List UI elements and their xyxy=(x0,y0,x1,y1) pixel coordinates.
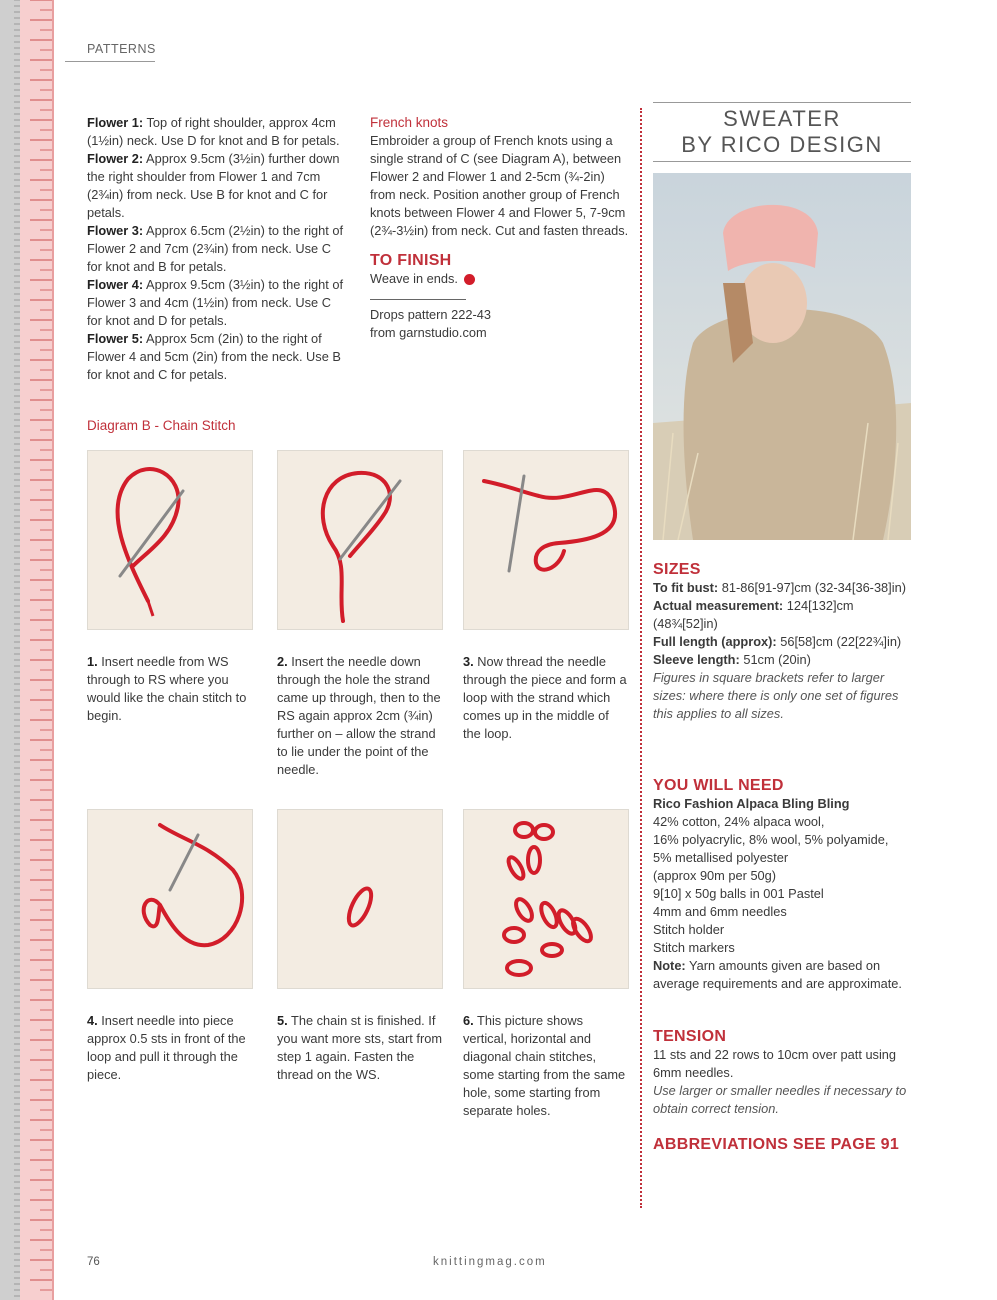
step-4-photo xyxy=(87,809,253,989)
tension-note: Use larger or smaller needles if necessary to obtain correct tension. xyxy=(653,1083,907,1116)
model-photo xyxy=(653,173,911,540)
step-2-photo xyxy=(277,450,443,630)
page-number: 76 xyxy=(87,1256,100,1268)
step-5-caption: 5. The chain st is finished. If you want more sts, start from step 1 again. Fasten the thread on the WS. xyxy=(277,1013,442,1082)
credit-line-2: from garnstudio.com xyxy=(370,325,487,340)
pattern-title: SWEATER BY RICO DESIGN xyxy=(653,102,911,162)
ruler-ticks xyxy=(0,0,52,1300)
need-line: Stitch markers xyxy=(653,940,735,955)
section-tag: PATTERNS xyxy=(87,42,156,56)
flower-2: Flower 2: Approx 9.5cm (3½in) further down the right shoulder from Flower 1 and 7cm (2¾in) from neck. Use B for knot and C for petals. xyxy=(87,151,340,220)
section-rule xyxy=(65,61,155,62)
step-1-photo xyxy=(87,450,253,630)
size-length: Full length (approx): 56[58]cm (22[22¾]in) xyxy=(653,634,902,649)
tension-heading: TENSION xyxy=(653,1028,727,1045)
flower-4: Flower 4: Approx 9.5cm (3½in) to the right of Flower 3 and 4cm (1½in) from neck. Use C for knot and D for petals. xyxy=(87,277,344,328)
sizes-heading: SIZES xyxy=(653,561,701,578)
end-mark-icon xyxy=(464,274,475,285)
size-actual: Actual measurement: 124[132]cm (48¾[52]in) xyxy=(653,598,854,631)
size-sleeve: Sleeve length: 51cm (20in) xyxy=(653,652,811,667)
abbreviations-link[interactable]: ABBREVIATIONS SEE PAGE 91 xyxy=(653,1136,900,1153)
credit-line-1: Drops pattern 222-43 xyxy=(370,307,491,322)
step-1-caption: 1. Insert needle from WS through to RS where you would like the chain stitch to begin. xyxy=(87,654,247,723)
need-line: 4mm and 6mm needles xyxy=(653,904,787,919)
need-section xyxy=(653,777,915,993)
size-bust: To fit bust: 81-86[91-97]cm (32-34[36-38]in) xyxy=(653,580,906,595)
column-divider xyxy=(640,108,642,1208)
step-3-caption: 3. Now thread the needle through the piece and form a loop with the strand which comes up in the middle of the loop. xyxy=(463,654,627,741)
to-finish-text: Weave in ends. xyxy=(370,270,632,288)
need-line: (approx 90m per 50g) xyxy=(653,868,777,883)
flowers-column xyxy=(87,114,349,384)
finishing-column xyxy=(370,114,632,342)
step-3-photo xyxy=(463,450,629,630)
tension-text: 11 sts and 22 rows to 10cm over patt using 6mm needles. xyxy=(653,1047,897,1080)
french-knots-text: Embroider a group of French knots using a single strand of C (see Diagram A), between Flower 2 and Flower 1 and 2-5cm (¾-2in) from neck. Position another group of French knots between Flower 4 and Flower 5, 7-9cm (2¾-3½in) from neck. Cut and fasten threads. xyxy=(370,133,629,238)
step-2-caption: 2. Insert the needle down through the hole the strand came up through, then to the RS again approx 2cm (¾in) further on – allow the strand to lie under the point of the needle. xyxy=(277,654,441,777)
need-line: 42% cotton, 24% alpaca wool, xyxy=(653,814,825,829)
step-6-photo xyxy=(463,809,629,989)
flower-3: Flower 3: Approx 6.5cm (2½in) to the right of Flower 2 and 7cm (2¾in) from neck. Use C for knot and B for petals. xyxy=(87,223,344,274)
sizes-note: Figures in square brackets refer to larger sizes: where there is only one set of figures this applies to all sizes. xyxy=(653,670,899,721)
french-knots-heading: French knots xyxy=(370,115,449,130)
flower-5: Flower 5: Approx 5cm (2in) to the right of Flower 4 and 5cm (2in) from the neck. Use B for knot and C for petals. xyxy=(87,331,341,382)
credit-rule xyxy=(370,299,466,300)
to-finish-heading: TO FINISH xyxy=(370,252,452,269)
need-note: Note: Yarn amounts given are based on average requirements and are approximate. xyxy=(653,958,902,991)
flower-1: Flower 1: Top of right shoulder, approx 4cm (1½in) neck. Use D for knot and B for petals. xyxy=(87,115,340,148)
tension-section xyxy=(653,1028,915,1118)
step-4-caption: 4. Insert needle into piece approx 0.5 sts in front of the loop and pull it through the piece. xyxy=(87,1013,246,1082)
need-heading: YOU WILL NEED xyxy=(653,777,784,794)
yarn-name: Rico Fashion Alpaca Bling Bling xyxy=(653,796,850,811)
step-5-photo xyxy=(277,809,443,989)
diagram-title: Diagram B - Chain Stitch xyxy=(87,418,236,433)
sizes-section xyxy=(653,561,915,723)
need-line: Stitch holder xyxy=(653,922,725,937)
tape-measure-ruler xyxy=(0,0,54,1300)
footer-site: knittingmag.com xyxy=(433,1256,547,1268)
need-line: 16% polyacrylic, 8% wool, 5% polyamide, xyxy=(653,832,889,847)
need-line: 9[10] x 50g balls in 001 Pastel xyxy=(653,886,824,901)
step-6-caption: 6. This picture shows vertical, horizontal and diagonal chain stitches, some starting from the same hole, some starting from separate holes. xyxy=(463,1013,626,1118)
need-line: 5% metallised polyester xyxy=(653,850,789,865)
